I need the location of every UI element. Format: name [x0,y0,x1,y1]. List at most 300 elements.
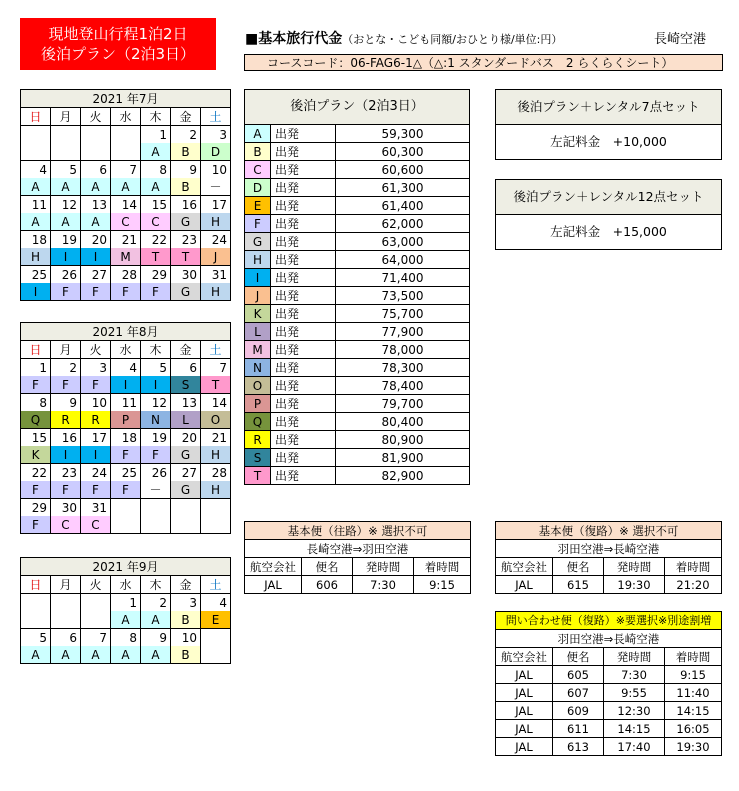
calendar-day: 25 [21,266,51,284]
price-code: D [245,179,271,197]
calendar-price-code: I [51,446,81,464]
price-label: 出発 [271,143,336,161]
calendar-price-code: F [111,283,141,301]
weekday-header: 木 [141,108,171,126]
calendar-price-code: C [111,213,141,231]
weekday-header: 火 [81,576,111,594]
calendar-table [20,557,231,664]
calendar-day: 14 [111,196,141,214]
calendar-day: 5 [51,161,81,179]
weekday-header: 火 [81,341,111,359]
calendar-price-code: C [141,213,171,231]
calendar-price-code: M [111,248,141,266]
calendar-day: 11 [21,196,51,214]
calendar-price-code: N [141,411,171,429]
flight-cell: 14:15 [604,720,665,738]
flight-row [245,576,471,594]
calendar-day: 8 [111,629,141,647]
price-label: 出発 [271,215,336,233]
calendar-price-code: A [81,646,111,664]
weekday-header: 金 [171,341,201,359]
weekday-header: 木 [141,576,171,594]
price-amount: 78,300 [336,359,470,377]
calendar-price-code: C [81,516,111,534]
calendar-day: 23 [51,464,81,482]
calendar-day: 14 [201,394,231,412]
flight-table [495,521,722,594]
calendar-price-code: Q [21,411,51,429]
calendar-day: 9 [171,161,201,179]
calendar-price-code: H [201,481,231,499]
flight-header: 発時間 [604,648,665,666]
calendar-day: 10 [81,394,111,412]
weekday-header: 月 [51,108,81,126]
calendar-day: 27 [81,266,111,284]
calendar-price-code: L [171,411,201,429]
calendar-price-code: A [51,646,81,664]
calendar-price-code: B [171,611,201,629]
price-row [245,251,470,269]
flight-row [496,702,722,720]
price-label: 出発 [271,377,336,395]
calendar-day: 28 [111,266,141,284]
calendar-day: 13 [171,394,201,412]
page-title [245,28,562,48]
calendar-day: 30 [171,266,201,284]
calendar-day [201,629,231,647]
flight-cell: 606 [302,576,353,594]
price-amount: 77,900 [336,323,470,341]
calendar-day: 2 [51,359,81,377]
calendar-day: 20 [81,231,111,249]
calendar-day: 23 [171,231,201,249]
price-label: 出発 [271,341,336,359]
flight-header: 便名 [302,558,353,576]
price-label: 出発 [271,395,336,413]
price-table-wrap [244,89,470,485]
set12-box [495,179,722,250]
price-amount: 82,900 [336,467,470,485]
weekday-header: 木 [141,341,171,359]
flight-cell: 19:30 [604,576,665,594]
calendar-price-code: P [111,411,141,429]
price-code: R [245,431,271,449]
calendar-price-code: A [111,611,141,629]
calendar-day: 7 [201,359,231,377]
price-row [245,269,470,287]
price-label: 出発 [271,161,336,179]
price-row [245,125,470,143]
calendar-price-code: H [201,213,231,231]
calendar-price-code: F [81,481,111,499]
flight-cell: 16:05 [665,720,722,738]
calendar-price-code [111,516,141,534]
calendar-day: 19 [141,429,171,447]
calendar-day: 1 [111,594,141,612]
price-amount: 62,000 [336,215,470,233]
price-amount: 63,000 [336,233,470,251]
calendar-price-code: F [21,376,51,394]
price-code: G [245,233,271,251]
price-code: B [245,143,271,161]
calendar-day: 4 [201,594,231,612]
calendar-day: 12 [141,394,171,412]
price-label: 出発 [271,323,336,341]
flight-title: 問い合わせ便（復路）※要選択※別途割増 [496,612,722,630]
plan-banner [20,18,216,70]
calendar-day: 26 [51,266,81,284]
weekday-header: 土 [201,576,231,594]
price-code: N [245,359,271,377]
calendar-day: 1 [141,126,171,144]
calendar-price-code: F [81,283,111,301]
price-label: 出発 [271,269,336,287]
calendar-day: 6 [51,629,81,647]
page-title-sub: （おとな・こども同額/おひとり様/単位:円） [342,33,563,46]
calendar-day: 10 [201,161,231,179]
calendar-price-code: I [141,376,171,394]
calendar-day: 3 [171,594,201,612]
flight-cell: 609 [553,702,604,720]
calendar-day: 21 [201,429,231,447]
weekday-header: 火 [81,108,111,126]
calendar-price-code: D [201,143,231,161]
calendar-day: 5 [141,359,171,377]
price-row [245,377,470,395]
price-code: H [245,251,271,269]
calendar-day: 19 [51,231,81,249]
calendar-price-code: E [201,611,231,629]
calendar-price-code: － [201,178,231,196]
flight-cell: 19:30 [665,738,722,756]
banner-line2: 後泊プラン（2泊3日） [40,45,196,63]
calendar-price-code: F [21,481,51,499]
calendar-day: 8 [141,161,171,179]
flight-cell: 9:55 [604,684,665,702]
calendar-day: 16 [171,196,201,214]
flight-cell: 9:15 [665,666,722,684]
flight-header: 便名 [553,648,604,666]
price-code: J [245,287,271,305]
flight-cell: 7:30 [604,666,665,684]
calendar-price-code: G [171,283,201,301]
calendar-day: 28 [201,464,231,482]
price-amount: 61,300 [336,179,470,197]
calendar-price-code: F [141,283,171,301]
calendar-day: 25 [111,464,141,482]
calendar-day: 12 [51,196,81,214]
weekday-header: 水 [111,108,141,126]
calendar-price-code: F [21,516,51,534]
flight-header: 航空会社 [496,558,553,576]
calendar-price-code: I [51,248,81,266]
price-row [245,179,470,197]
flight-cell: JAL [496,738,553,756]
calendar-price-code [111,143,141,161]
calendar-day: 31 [81,499,111,517]
calendar-july [20,89,231,301]
flight-title: 基本便（往路）※ 選択不可 [245,522,471,540]
price-amount: 81,900 [336,449,470,467]
flight-header: 発時間 [353,558,414,576]
weekday-header: 月 [51,341,81,359]
calendar-day: 31 [201,266,231,284]
flight-row [496,666,722,684]
calendar-day [51,594,81,612]
calendar-august [20,322,231,534]
weekday-header: 土 [201,108,231,126]
calendar-day: 6 [81,161,111,179]
calendar-price-code: F [81,376,111,394]
calendar-day [81,126,111,144]
set12-value: 左記料金 +15,000 [496,215,722,250]
calendar-day [51,126,81,144]
price-code: P [245,395,271,413]
calendar-price-code: I [81,248,111,266]
price-label: 出発 [271,125,336,143]
flight-cell: JAL [245,576,302,594]
weekday-header: 日 [21,108,51,126]
flight-cell: JAL [496,720,553,738]
price-row [245,449,470,467]
calendar-day: 15 [21,429,51,447]
calendar-price-code [81,143,111,161]
calendar-price-code: K [21,446,51,464]
departure-airport: 長崎空港 [654,32,707,47]
calendar-day: 17 [81,429,111,447]
flight-header: 着時間 [414,558,471,576]
flight-title: 基本便（復路）※ 選択不可 [496,522,722,540]
course-code: コースコード：06-FAG6-1△（△:1 スタンダードバス 2 らくらくシート） [244,54,723,71]
calendar-price-code: B [171,646,201,664]
calendar-price-code: A [21,213,51,231]
calendar-month-title: 2021 年8月 [21,323,231,341]
flight-header: 発時間 [604,558,665,576]
price-label: 出発 [271,251,336,269]
calendar-month-title: 2021 年9月 [21,558,231,576]
flight-cell: 607 [553,684,604,702]
flight-route: 羽田空港⇒長崎空港 [496,630,722,648]
price-table [244,89,470,485]
calendar-day: 27 [171,464,201,482]
price-amount: 79,700 [336,395,470,413]
flight-cell: 12:30 [604,702,665,720]
flight-table [495,611,722,756]
calendar-price-code: A [81,178,111,196]
calendar-september [20,557,231,664]
price-code: F [245,215,271,233]
calendar-day [141,499,171,517]
price-row [245,395,470,413]
calendar-price-code: G [171,213,201,231]
calendar-price-code: C [51,516,81,534]
calendar-day: 16 [51,429,81,447]
calendar-day: 21 [111,231,141,249]
flight-cell: JAL [496,702,553,720]
calendar-day: 9 [141,629,171,647]
calendar-price-code [201,646,231,664]
flight-cell: 11:40 [665,684,722,702]
calendar-price-code: T [201,376,231,394]
calendar-price-code [141,516,171,534]
price-code: E [245,197,271,215]
price-amount: 60,600 [336,161,470,179]
flight-cell: JAL [496,666,553,684]
flight-cell: 7:30 [353,576,414,594]
price-row [245,143,470,161]
flight-row [496,684,722,702]
calendar-price-code: H [201,283,231,301]
page-title-main: ■基本旅行代金 [245,31,343,47]
price-code: L [245,323,271,341]
calendar-price-code: T [141,248,171,266]
calendar-day: 29 [141,266,171,284]
flight-outbound [244,521,471,594]
calendar-day [201,499,231,517]
price-code: O [245,377,271,395]
calendar-day: 24 [201,231,231,249]
calendar-day [111,499,141,517]
calendar-price-code: J [201,248,231,266]
calendar-price-code: F [141,446,171,464]
calendar-price-code: A [141,178,171,196]
calendar-day: 17 [201,196,231,214]
calendar-price-code: A [81,213,111,231]
calendar-price-code: F [51,376,81,394]
calendar-day: 20 [171,429,201,447]
price-amount: 61,400 [336,197,470,215]
price-row [245,467,470,485]
price-row [245,161,470,179]
calendar-table [20,89,231,301]
flight-header: 航空会社 [245,558,302,576]
price-label: 出発 [271,233,336,251]
calendar-price-code: I [111,376,141,394]
price-row [245,215,470,233]
calendar-price-code: A [21,178,51,196]
calendar-price-code: O [201,411,231,429]
price-label: 出発 [271,305,336,323]
calendar-day: 30 [51,499,81,517]
calendar-day: 5 [21,629,51,647]
price-amount: 78,000 [336,341,470,359]
calendar-price-code: F [111,446,141,464]
calendar-price-code: A [111,178,141,196]
calendar-price-code: H [201,446,231,464]
weekday-header: 金 [171,108,201,126]
calendar-price-code: A [51,213,81,231]
price-label: 出発 [271,449,336,467]
flight-cell: JAL [496,576,553,594]
calendar-day: 29 [21,499,51,517]
banner-line1: 現地登山行程1泊2日 [48,25,188,43]
weekday-header: 金 [171,576,201,594]
calendar-day: 3 [201,126,231,144]
flight-row [496,738,722,756]
calendar-price-code: － [141,481,171,499]
price-amount: 80,900 [336,431,470,449]
calendar-price-code: B [171,178,201,196]
calendar-price-code: A [141,611,171,629]
calendar-price-code [21,611,51,629]
calendar-price-code: A [51,178,81,196]
calendar-day: 11 [111,394,141,412]
calendar-price-code [201,516,231,534]
weekday-header: 水 [111,341,141,359]
flight-cell: 613 [553,738,604,756]
calendar-table [20,322,231,534]
flight-table [244,521,471,594]
calendar-price-code: R [51,411,81,429]
calendar-day: 7 [111,161,141,179]
calendar-month-title: 2021 年7月 [21,90,231,108]
calendar-price-code: R [81,411,111,429]
calendar-day: 22 [21,464,51,482]
price-code: M [245,341,271,359]
calendar-day: 26 [141,464,171,482]
flight-header: 航空会社 [496,648,553,666]
calendar-day: 4 [21,161,51,179]
price-amount: 64,000 [336,251,470,269]
calendar-price-code [171,516,201,534]
flight-inquiry [495,611,722,756]
price-row [245,197,470,215]
calendar-price-code [51,143,81,161]
calendar-day [21,126,51,144]
calendar-day [111,126,141,144]
calendar-day: 8 [21,394,51,412]
calendar-day [21,594,51,612]
price-label: 出発 [271,431,336,449]
calendar-price-code: T [171,248,201,266]
calendar-day: 2 [171,126,201,144]
price-table-title: 後泊プラン（2泊3日） [245,90,470,125]
flight-cell: 611 [553,720,604,738]
calendar-price-code: S [171,376,201,394]
price-label: 出発 [271,413,336,431]
calendar-price-code [21,143,51,161]
calendar-price-code: A [141,646,171,664]
calendar-day: 18 [21,231,51,249]
price-code: S [245,449,271,467]
weekday-header: 水 [111,576,141,594]
price-label: 出発 [271,197,336,215]
flight-cell: 9:15 [414,576,471,594]
weekday-header: 日 [21,576,51,594]
weekday-header: 月 [51,576,81,594]
flight-header: 便名 [553,558,604,576]
price-amount: 73,500 [336,287,470,305]
price-row [245,287,470,305]
price-label: 出発 [271,467,336,485]
price-row [245,359,470,377]
price-code: I [245,269,271,287]
calendar-day: 15 [141,196,171,214]
price-code: A [245,125,271,143]
calendar-day: 24 [81,464,111,482]
flight-cell: 21:20 [665,576,722,594]
price-code: Q [245,413,271,431]
calendar-price-code: G [171,446,201,464]
set12-title: 後泊プラン＋レンタル12点セット [496,180,722,215]
flight-cell: 17:40 [604,738,665,756]
flight-header: 着時間 [665,558,722,576]
flight-cell: 14:15 [665,702,722,720]
price-amount: 80,400 [336,413,470,431]
price-row [245,323,470,341]
calendar-day [81,594,111,612]
calendar-day: 4 [111,359,141,377]
